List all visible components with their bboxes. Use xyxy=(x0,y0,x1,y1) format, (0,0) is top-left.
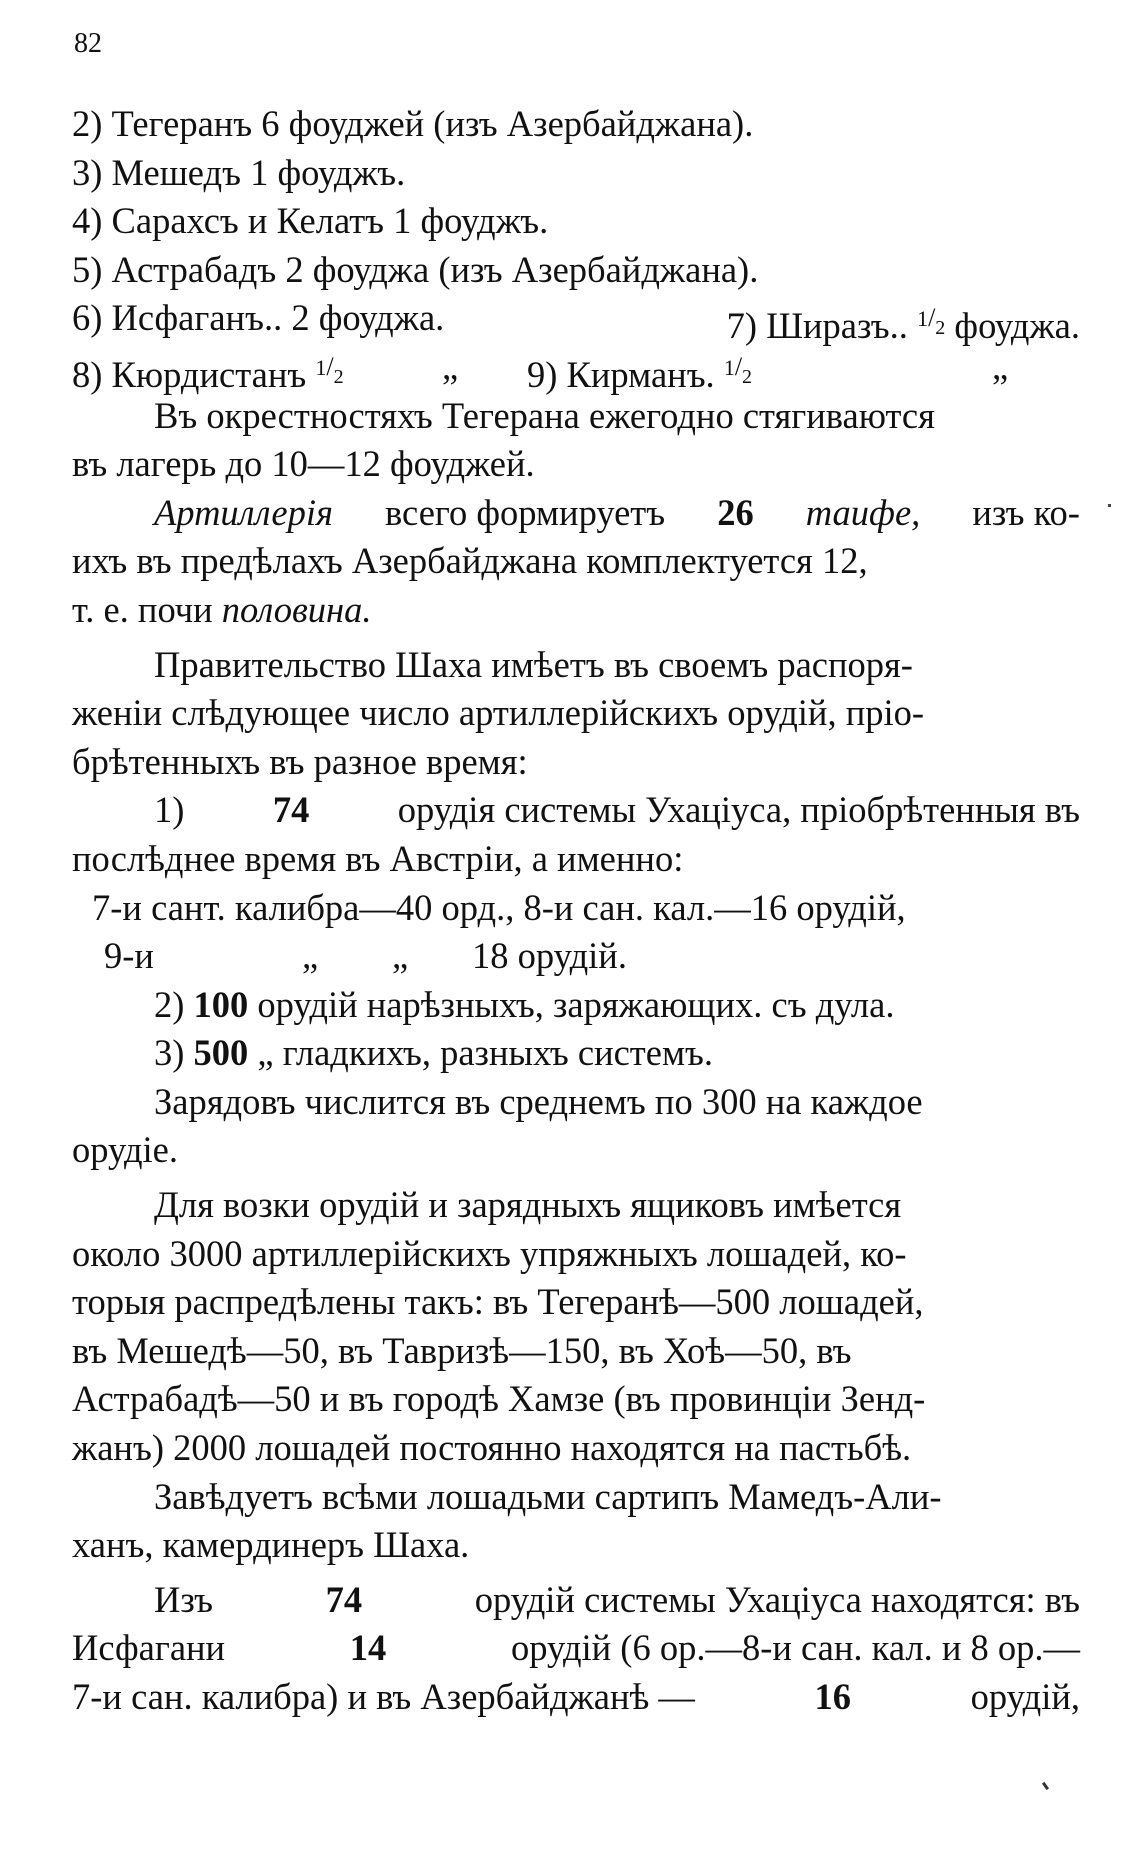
ditto-mark: „ xyxy=(302,935,319,977)
text-line: 7-и сан. калибра) и въ Азербайджанѣ — 16 орудій, xyxy=(72,1676,1080,1717)
text-line: Въ окрестностяхъ Тегерана ежегодно стягиваются xyxy=(154,394,935,436)
text-line: Исфагани 14 орудій (6 ор.—8-и сан. кал. и 8 ор.— xyxy=(72,1627,1080,1669)
ditto-mark: „ xyxy=(392,935,409,977)
ditto-mark: „ xyxy=(992,345,1009,387)
text-line: въ Мешедѣ—50, въ Тавризѣ—150, въ Хоѣ—50, въ xyxy=(72,1329,852,1371)
text-line: Артиллерія всего формируетъ 26 таифе, изъ ко- xyxy=(154,491,1080,533)
text-line: торыя распредѣлены такъ: въ Тегеранѣ—500 лошадей, xyxy=(72,1281,924,1323)
text-line: ихъ въ предѣлахъ Азербайджана комплектуется 12, xyxy=(72,540,868,582)
text-line: 7-и сант. калибра—40 орд., 8-и сан. кал.—16 орудій, xyxy=(92,886,906,928)
text-line: 1) 74 орудія системы Ухаціуса, пріобрѣтенныя въ xyxy=(154,789,1080,831)
text-line: женіи слѣдующее число артиллерійскихъ орудій, пріо- xyxy=(72,692,925,734)
text-line: 5) Астрабадъ 2 фоуджа (изъ Азербайджана). xyxy=(72,248,759,290)
text-line: 2) Тегеранъ 6 фоуджей (изъ Азербайджана). xyxy=(72,103,754,144)
page-text xyxy=(72,100,1080,1722)
text-line: 2) 100 орудій нарѣзныхъ, заряжающих. съ дула. xyxy=(154,983,895,1025)
text-line: брѣтенныхъ въ разное время: xyxy=(72,740,528,782)
text-line: Изъ 74 орудій системы Ухаціуса находятся: въ xyxy=(154,1578,1080,1620)
page-number: 82 xyxy=(74,28,102,59)
text-line: 6) Исфаганъ.. 2 фоуджа. 7) Ширазъ.. $1/_2$ фоуджа. xyxy=(72,294,1080,343)
text-line: Для возки орудій и зарядныхъ ящиковъ имѣется xyxy=(154,1184,902,1226)
fraction-half: $1/_2$ xyxy=(315,351,344,388)
text-line: Завѣдуетъ всѣми лошадьми сартипъ Мамедъ-Али- xyxy=(154,1475,942,1517)
text-line: въ лагерь до 10—12 фоуджей. xyxy=(72,443,535,485)
text-line: 3) Мешедъ 1 фоуджъ. xyxy=(72,151,406,193)
text-line: т. е. почи половина. xyxy=(72,588,372,630)
text-line: около 3000 артиллерійскихъ упряжныхъ лошадей, ко- xyxy=(72,1232,907,1274)
text-line: Зарядовъ числится въ среднемъ по 300 на каждое xyxy=(154,1080,923,1122)
fraction-half: $1/_2$ xyxy=(723,351,753,388)
text-line: ханъ, камердинеръ Шаха. xyxy=(72,1524,470,1566)
text-line: 3) 500 „ гладкихъ, разныхъ системъ. xyxy=(154,1032,714,1074)
text-line: Астрабадѣ—50 и въ городѣ Хамзе (въ провинціи Зенд- xyxy=(72,1378,926,1420)
text-line: 4) Сарахсъ и Келатъ 1 фоуджъ. xyxy=(72,200,549,242)
text-line: 9-и „ „ 18 орудій. xyxy=(72,932,1080,981)
text-line: Правительство Шаха имѣетъ въ своемъ распоря- xyxy=(154,643,913,685)
print-speck xyxy=(1108,504,1111,507)
ditto-mark: „ xyxy=(442,345,459,387)
print-speck xyxy=(1042,1782,1049,1790)
text-line: жанъ) 2000 лошадей постоянно находятся на пастьбѣ. xyxy=(72,1427,912,1469)
text-line: орудіе. xyxy=(72,1129,179,1171)
fraction-half: $1/_2$ xyxy=(917,303,946,340)
text-line: послѣднее время въ Австріи, а именно: xyxy=(72,837,684,879)
text-line: 8) Кюрдистанъ $1/_2$ „ 9) Кирманъ. $1/_2$ „ xyxy=(72,343,1080,392)
